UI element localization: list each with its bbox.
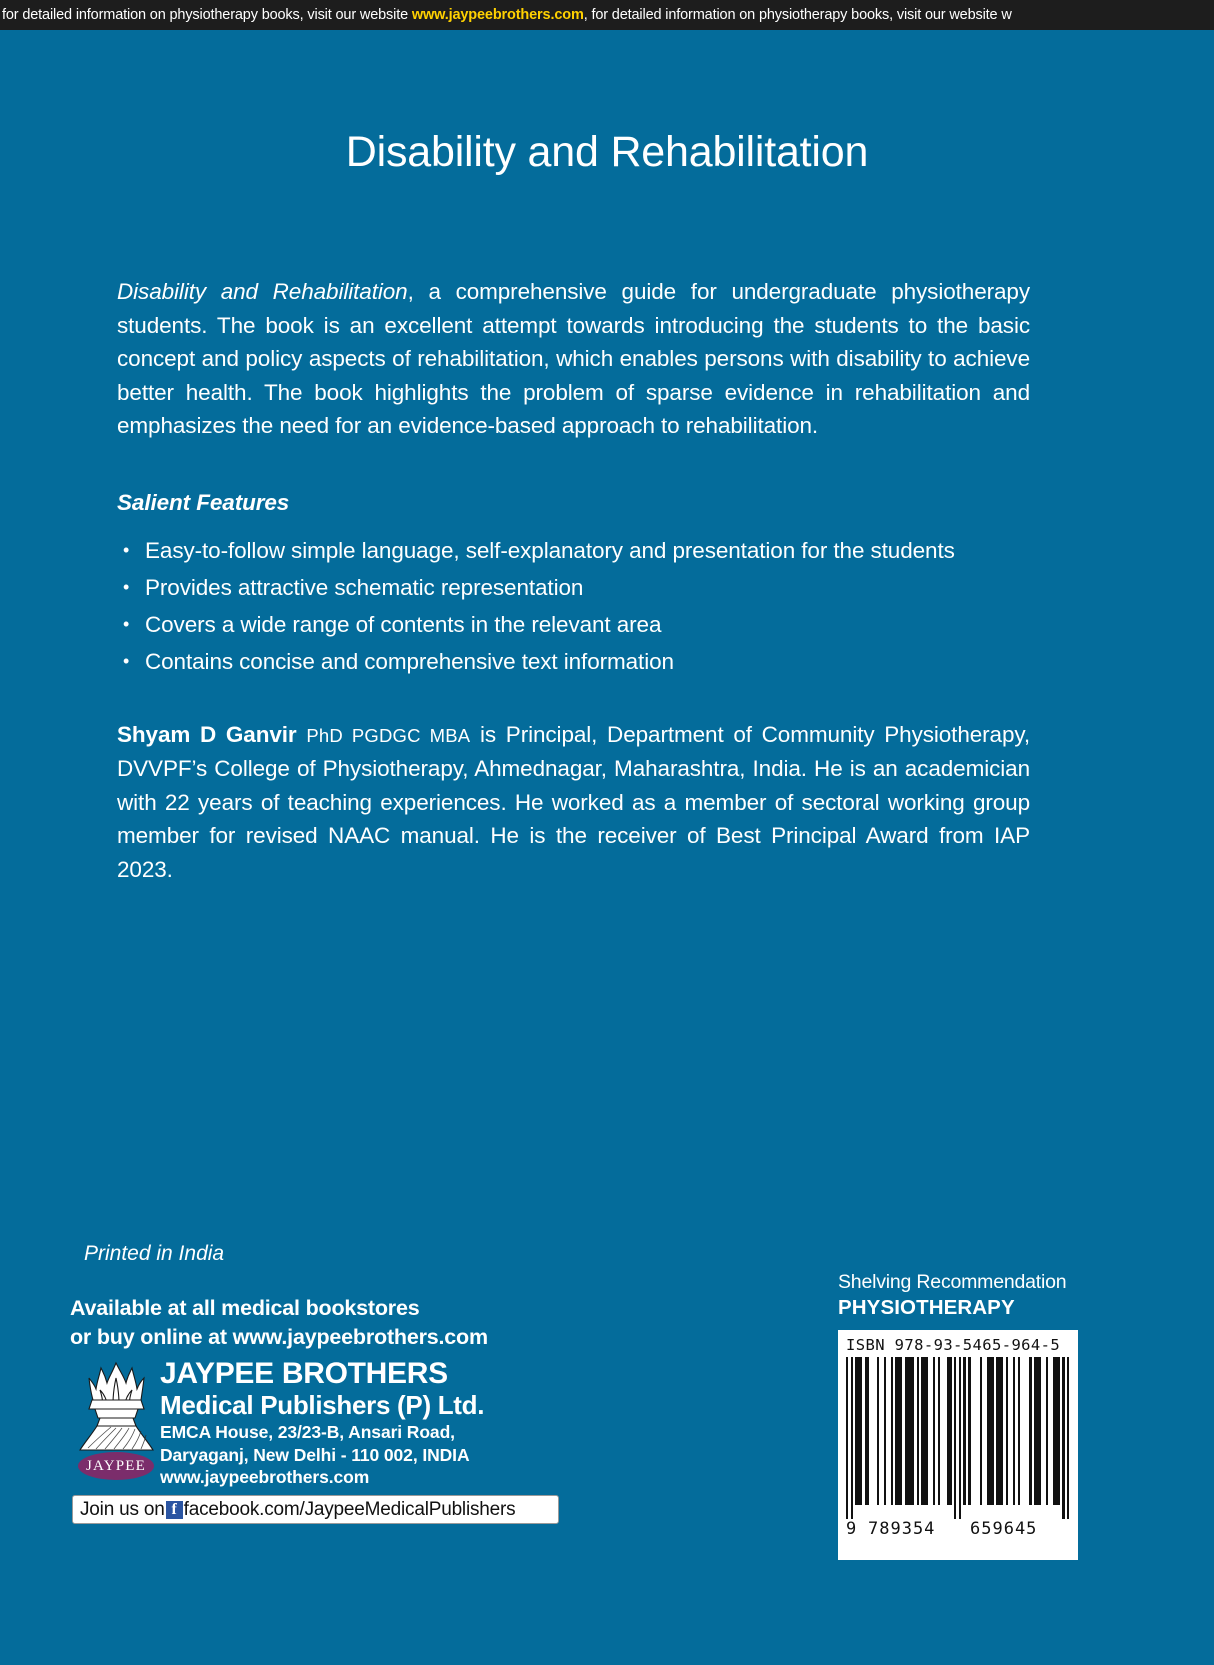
torch-flame-icon: [78, 1360, 156, 1460]
content-column: [117, 275, 1030, 886]
publisher-block: [70, 1358, 590, 1488]
barcode-digit-group-1: 9: [846, 1519, 858, 1539]
list-item: • Covers a wide range of contents in the relevant area: [117, 606, 1030, 643]
salient-features-heading: Salient Features: [117, 489, 290, 515]
list-item: • Provides attractive schematic representation: [117, 569, 1030, 606]
facebook-prefix-label: Join us on: [80, 1498, 165, 1520]
list-item: • Easy-to-follow simple language, self-explanatory and presentation for the students: [117, 532, 1030, 569]
barcode-bars: [846, 1357, 1070, 1519]
jaypee-logo: [78, 1360, 156, 1480]
shelving-recommendation: [838, 1270, 1078, 1321]
publisher-address-line-2: Daryaganj, New Delhi - 110 002, INDIA: [160, 1444, 470, 1465]
availability-note: [70, 1294, 488, 1352]
jaypee-badge: JAYPEE: [78, 1452, 154, 1480]
promo-text-before: for detailed information on physiotherapy books, visit our website: [2, 7, 412, 23]
barcode-digits: [846, 1519, 1070, 1541]
book-title: Disability and Rehabilitation: [345, 128, 869, 176]
author-biography: [117, 718, 1030, 887]
shelving-value: PHYSIOTHERAPY: [838, 1296, 1015, 1319]
author-degrees: PhD PGDGC MBA: [306, 724, 471, 746]
author-name: Shyam D Ganvir: [117, 721, 297, 747]
barcode-digit-group-2: 789354: [868, 1519, 936, 1539]
salient-features-list: [117, 532, 1030, 680]
book-blurb: [117, 275, 1030, 443]
facebook-link-bar[interactable]: [72, 1495, 559, 1524]
list-item: • Contains concise and comprehensive text information: [117, 643, 1030, 680]
barcode-digit-group-3: 659645: [970, 1519, 1038, 1539]
author-bio-text: is Principal, Department of Community Physiotherapy, DVVPF’s College of Physiotherapy, Ahmednagar, Maharashtra, India. He is an academician with 22 years of teaching experiences. He worked as a member of sectoral working group member for revised NAAC manual. He is the receiver of Best Principal Award from IAP 2023.: [117, 721, 1031, 882]
printed-in-india: Printed in India: [84, 1242, 225, 1265]
isbn-barcode: [838, 1330, 1078, 1560]
promo-website-link[interactable]: www.jaypeebrothers.com: [411, 7, 584, 23]
isbn-text: ISBN 978-93-5465-964-5: [846, 1336, 1061, 1354]
blurb-rest: , a comprehensive guide for undergraduate physiotherapy students. The book is an excellent attempt towards introducing the students to the basic concept and policy aspects of rehabilitation, which enables persons with disability to achieve better health. The book highlights the problem of sparse evidence in rehabilitation and emphasizes the need for an evidence-based approach to rehabilitation.: [117, 279, 1030, 438]
publisher-name-primary: JAYPEE BROTHERS: [160, 1357, 448, 1390]
shelving-label: Shelving Recommendation: [838, 1271, 1067, 1293]
facebook-handle[interactable]: facebook.com/JaypeeMedicalPublishers: [183, 1498, 516, 1520]
publisher-website[interactable]: www.jaypeebrothers.com: [160, 1467, 370, 1487]
promo-banner: [0, 0, 1214, 30]
publisher-text: [160, 1358, 484, 1489]
publisher-name-secondary: Medical Publishers (P) Ltd.: [160, 1390, 485, 1420]
blurb-italic-lead: Disability and Rehabilitation: [117, 279, 408, 304]
facebook-icon: f: [166, 1501, 183, 1519]
availability-line-2: or buy online at www.jaypeebrothers.com: [70, 1325, 488, 1349]
promo-text-after: , for detailed information on physiotherapy books, visit our website w: [583, 7, 1012, 23]
publisher-address-line-1: EMCA House, 23/23-B, Ansari Road,: [160, 1422, 455, 1442]
availability-line-1: Available at all medical bookstores: [70, 1296, 420, 1320]
